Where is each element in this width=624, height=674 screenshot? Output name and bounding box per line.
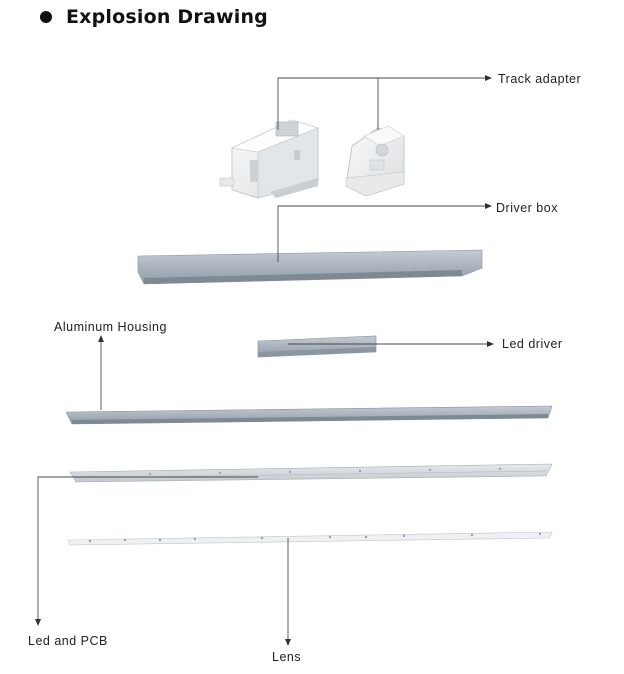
label-led-and-pcb: Led and PCB <box>28 634 108 648</box>
label-aluminum-housing: Aluminum Housing <box>54 320 167 334</box>
arrowhead-lens <box>285 639 291 646</box>
arrowhead-led-pcb <box>35 619 41 626</box>
label-track-adapter: Track adapter <box>498 72 582 86</box>
track-adapter-part <box>220 120 318 198</box>
driver-box-part <box>138 250 482 284</box>
leader-led-pcb <box>38 477 258 620</box>
track-adapter-connector-part <box>346 126 404 196</box>
arrowhead-aluminum-housing <box>98 335 104 342</box>
led-pcb-part <box>70 464 552 482</box>
label-led-driver: Led driver <box>502 337 563 351</box>
arrowhead-driver-box <box>485 203 492 209</box>
aluminum-housing-part <box>66 406 552 424</box>
arrowhead-led-driver <box>487 341 494 347</box>
label-lens: Lens <box>272 650 302 664</box>
lens-part <box>68 532 552 545</box>
page-title: Explosion Drawing <box>66 6 268 28</box>
leader-track-adapter <box>278 78 486 130</box>
led-driver-part <box>258 336 376 357</box>
arrowhead-track-adapter <box>485 75 492 81</box>
label-driver-box: Driver box <box>496 201 558 215</box>
